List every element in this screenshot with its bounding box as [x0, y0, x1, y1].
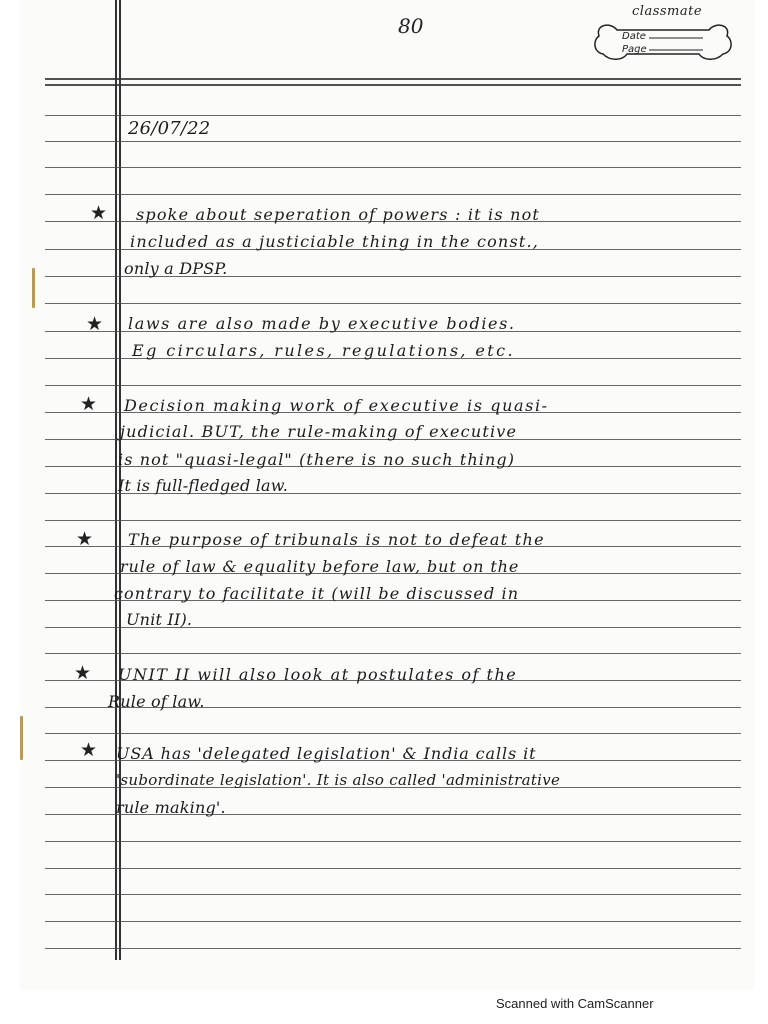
ruled-line — [45, 141, 741, 142]
note-line: Unit II). — [126, 610, 193, 629]
bullet-star-icon: ★ — [80, 739, 98, 761]
ruled-line — [45, 385, 741, 386]
ruled-line — [45, 167, 741, 168]
notebook-sheet — [20, 0, 755, 990]
bullet-star-icon: ★ — [86, 313, 104, 335]
binder-mark — [32, 268, 35, 308]
note-line: laws are also made by executive bodies. — [128, 314, 516, 333]
note-line: USA has 'delegated legislation' & India calls it — [116, 744, 537, 763]
note-line: Eg circulars, rules, regulations, etc. — [132, 341, 515, 360]
note-line: Decision making work of executive is quasi- — [124, 396, 549, 415]
note-line: It is full-fledged law. — [118, 476, 289, 495]
bullet-star-icon: ★ — [74, 662, 92, 684]
ruled-line — [45, 194, 741, 195]
note-line: rule making'. — [116, 798, 226, 817]
binder-mark — [20, 716, 23, 760]
ruled-line — [45, 733, 741, 734]
ruled-line — [45, 948, 741, 949]
scanner-watermark: Scanned with CamScanner — [496, 996, 654, 1011]
note-line: 'subordinate legislation'. It is also called 'administrative — [116, 771, 561, 789]
ruled-line — [45, 303, 741, 304]
ruled-line — [45, 868, 741, 869]
ruled-line — [45, 115, 741, 116]
note-line: included as a justiciable thing in the const., — [130, 232, 540, 251]
bullet-star-icon: ★ — [90, 202, 108, 224]
note-line: UNIT II will also look at postulates of the — [118, 665, 518, 684]
note-line: spoke about seperation of powers : it is not — [136, 205, 541, 224]
date-field-label: Date — [622, 31, 646, 42]
ruled-line — [45, 520, 741, 521]
ruled-line — [45, 894, 741, 895]
note-line: The purpose of tribunals is not to defeat the — [128, 530, 545, 549]
logo-brand-text: classmate — [632, 4, 703, 19]
page-field-label: Page — [622, 44, 647, 55]
note-line: only a DPSP. — [124, 259, 228, 278]
bullet-star-icon: ★ — [76, 528, 94, 550]
header-rule-2 — [45, 84, 741, 86]
ruled-line — [45, 921, 741, 922]
bullet-star-icon: ★ — [80, 393, 98, 415]
note-line: Rule of law. — [108, 692, 205, 711]
note-line: judicial. BUT, the rule-making of executive — [120, 422, 518, 441]
ruled-line — [45, 653, 741, 654]
note-line: is not "quasi-legal" (there is no such thing) — [118, 450, 516, 469]
note-line: contrary to facilitate it (will be discussed in — [114, 584, 520, 603]
note-date: 26/07/22 — [128, 118, 211, 139]
ruled-line — [45, 841, 741, 842]
note-line: rule of law & equality before law, but on the — [120, 557, 520, 576]
page-number: 80 — [398, 14, 424, 38]
header-rule — [45, 78, 741, 80]
